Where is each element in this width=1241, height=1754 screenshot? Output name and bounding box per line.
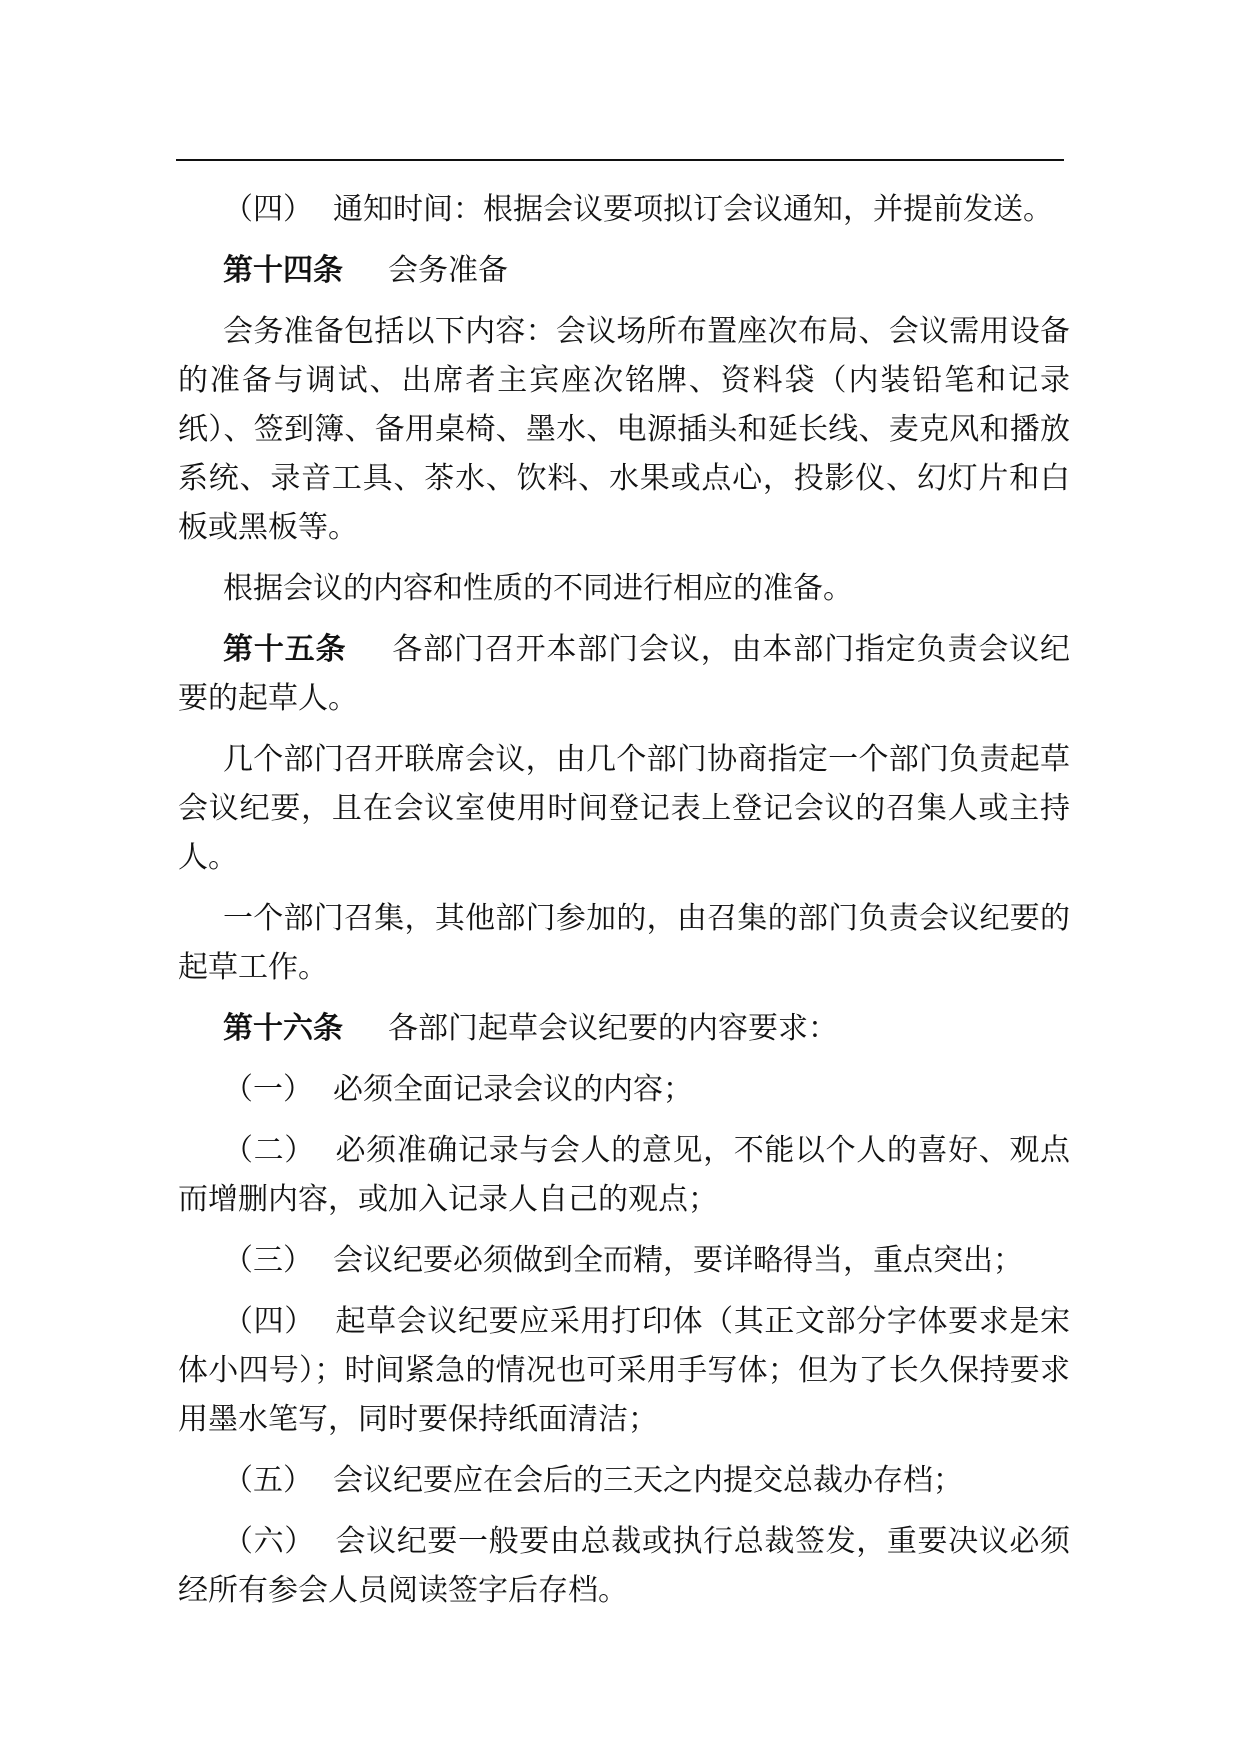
document-body — [178, 185, 1070, 1627]
body-paragraph: 一个部门召集，其他部门参加的，由召集的部门负责会议纪要的起草工作。 — [178, 901, 1070, 985]
article-text: 各部门起草会议纪要的内容要求： — [388, 1011, 838, 1046]
item-text: 会议纪要必须做到全而精，要详略得当，重点突出； — [333, 1243, 1023, 1278]
list-item — [178, 1126, 1070, 1224]
item-label: （五） — [223, 1463, 313, 1498]
item-text: 会议纪要一般要由总裁或执行总裁签发，重要决议必须经所有参会人员阅读签字后存档。 — [178, 1524, 1071, 1608]
body-paragraph: 几个部门召开联席会议，由几个部门协商指定一个部门负责起草会议纪要，且在会议室使用时间登记表上登记会议的召集人或主持人。 — [178, 742, 1070, 875]
item-label: （四） — [223, 192, 313, 227]
list-item — [178, 1297, 1070, 1444]
article-number: 第十五条 — [223, 632, 347, 667]
item-label: （一） — [223, 1072, 313, 1107]
item-text: 会议纪要应在会后的三天之内提交总裁办存档； — [333, 1463, 963, 1498]
item-text: 起草会议纪要应采用打印体（其正文部分字体要求是宋体小四号）；时间紧急的情况也可采用手写体；但为了长久保持要求用墨水笔写，同时要保持纸面清洁； — [178, 1304, 1071, 1437]
article-text: 各部门召开本部门会议，由本部门指定负责会议纪要的起草人。 — [178, 632, 1071, 716]
list-item — [178, 185, 1070, 234]
list-item — [178, 1065, 1070, 1114]
header-rule — [176, 159, 1064, 161]
item-text: 必须全面记录会议的内容； — [333, 1072, 693, 1107]
item-text: 通知时间：根据会议要项拟订会议通知，并提前发送。 — [333, 192, 1053, 227]
body-paragraph: 根据会议的内容和性质的不同进行相应的准备。 — [223, 571, 853, 606]
article-text: 会务准备 — [388, 253, 508, 288]
item-label: （六） — [223, 1524, 315, 1559]
article-heading — [178, 1004, 1070, 1053]
article-heading — [178, 625, 1070, 723]
item-label: （三） — [223, 1243, 313, 1278]
article-number: 第十四条 — [223, 253, 343, 288]
article-number: 第十六条 — [223, 1011, 343, 1046]
item-label: （四） — [223, 1304, 315, 1339]
body-paragraph: 会务准备包括以下内容：会议场所布置座次布局、会议需用设备的准备与调试、出席者主宾座次铭牌、资料袋（内装铅笔和记录纸）、签到簿、备用桌椅、墨水、电源插头和延长线、麦克风和播放系统、录音工具、茶水、饮料、水果或点心，投影仪、幻灯片和白板或黑板等。 — [178, 314, 1070, 545]
list-item — [178, 1456, 1070, 1505]
list-item — [178, 1236, 1070, 1285]
item-label: （二） — [223, 1133, 315, 1168]
list-item — [178, 1517, 1070, 1615]
item-text: 必须准确记录与会人的意见，不能以个人的喜好、观点而增删内容，或加入记录人自己的观点； — [178, 1133, 1071, 1217]
article-heading — [178, 246, 1070, 295]
